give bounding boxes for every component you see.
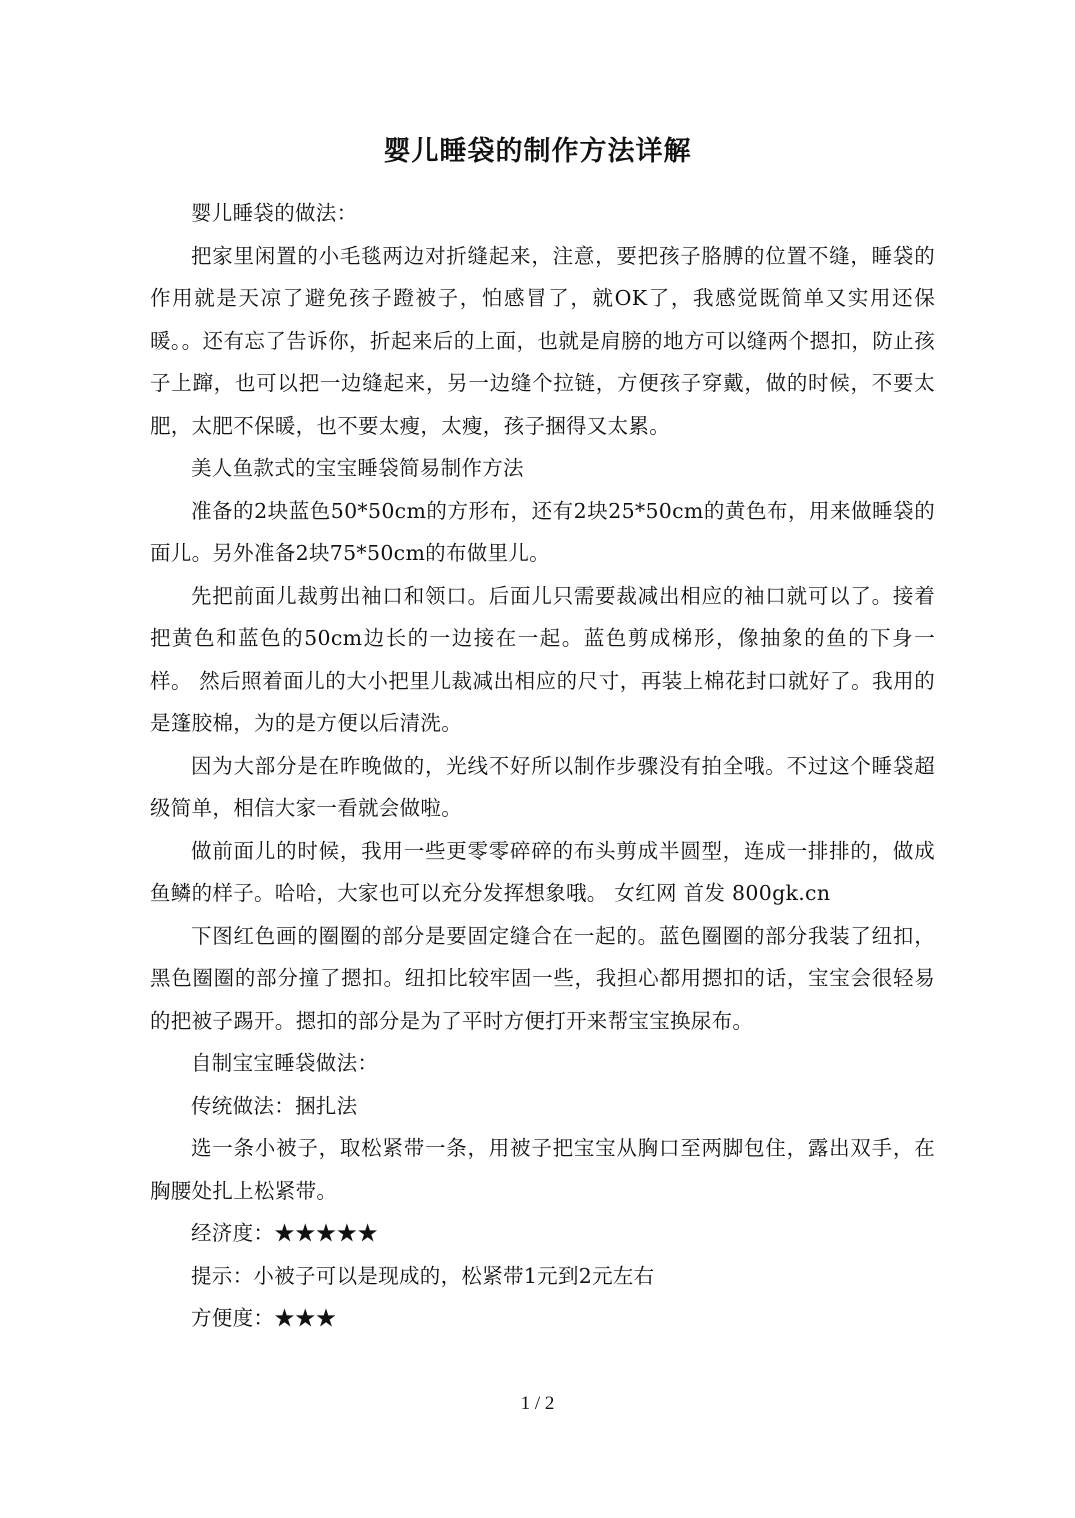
paragraph-materials: 准备的2块蓝色50*50cm的方形布，还有2块25*50cm的黄色布，用来做睡袋的面儿。另外准备2块75*50cm的布做里儿。 xyxy=(150,498,935,565)
paragraph-convenience-rating: 方便度：★★★ xyxy=(191,1306,337,1330)
paragraph-photo-note: 因为大部分是在昨晚做的，光线不好所以制作步骤没有拍全哦。不过这个睡袋超级简单，相信大家一看就会做啦。 xyxy=(150,753,935,820)
paragraph-fasteners: 下图红色画的圈圈的部分是要固定缝合在一起的。蓝色圈圈的部分我装了纽扣，黑色圈圈的部分撞了摁扣。纽扣比较牢固一些，我担心都用摁扣的话，宝宝会很轻易的把被子踢开。摁扣的部分是为了平时方便打开来帮宝宝换尿布。 xyxy=(150,923,935,1033)
paragraph-mermaid-heading: 美人鱼款式的宝宝睡袋简易制作方法 xyxy=(191,456,524,480)
paragraph-traditional-method: 传统做法：捆扎法 xyxy=(191,1093,358,1118)
paragraph-blanket-method: 把家里闲置的小毛毯两边对折缝起来，注意，要把孩子胳膊的位置不缝，睡袋的作用就是天凉了避免孩子蹬被子，怕感冒了，就OK了，我感觉既简单又实用还保暖。。还有忘了告诉你，折起来后的上面，也就是肩膀的地方可以缝两个摁扣，防止孩子上蹿，也可以把一边缝起来，另一边缝个拉链，方便孩子穿戴，做的时候，不要太肥，太肥不保暖，也不要太瘦，太瘦，孩子捆得又太累。 xyxy=(150,243,935,438)
paragraph-method-heading: 婴儿睡袋的做法： xyxy=(191,201,358,225)
paragraph-economy-rating: 经济度：★★★★★ xyxy=(191,1221,379,1245)
paragraph-tip: 提示：小被子可以是现成的，松紧带1元到2元左右 xyxy=(191,1263,655,1288)
paragraph-fish-scales: 做前面儿的时候，我用一些更零零碎碎的布头剪成半圆型，连成一排排的，做成鱼鳞的样子。哈哈，大家也可以充分发挥想象哦。 女红网 首发 800gk.cn xyxy=(150,838,935,905)
paragraph-wrapping-steps: 选一条小被子，取松紧带一条，用被子把宝宝从胸口至两脚包住，露出双手，在胸腰处扎上松紧带。 xyxy=(150,1136,935,1203)
document-title: 婴儿睡袋的制作方法详解 xyxy=(383,136,692,167)
document-body xyxy=(150,192,935,1340)
paragraph-diy-heading: 自制宝宝睡袋做法： xyxy=(191,1051,379,1075)
paragraph-cutting-steps: 先把前面儿裁剪出袖口和领口。后面儿只需要裁减出相应的袖口就可以了。接着把黄色和蓝色的50cm边长的一边接在一起。蓝色剪成梯形，像抽象的鱼的下身一样。 然后照着面儿的大小把里儿裁减出相应的尺寸，再装上棉花封口就好了。我用的是篷胶棉，为的是方便以后清洗。 xyxy=(150,583,935,735)
page-number: 1 / 2 xyxy=(520,1393,555,1414)
